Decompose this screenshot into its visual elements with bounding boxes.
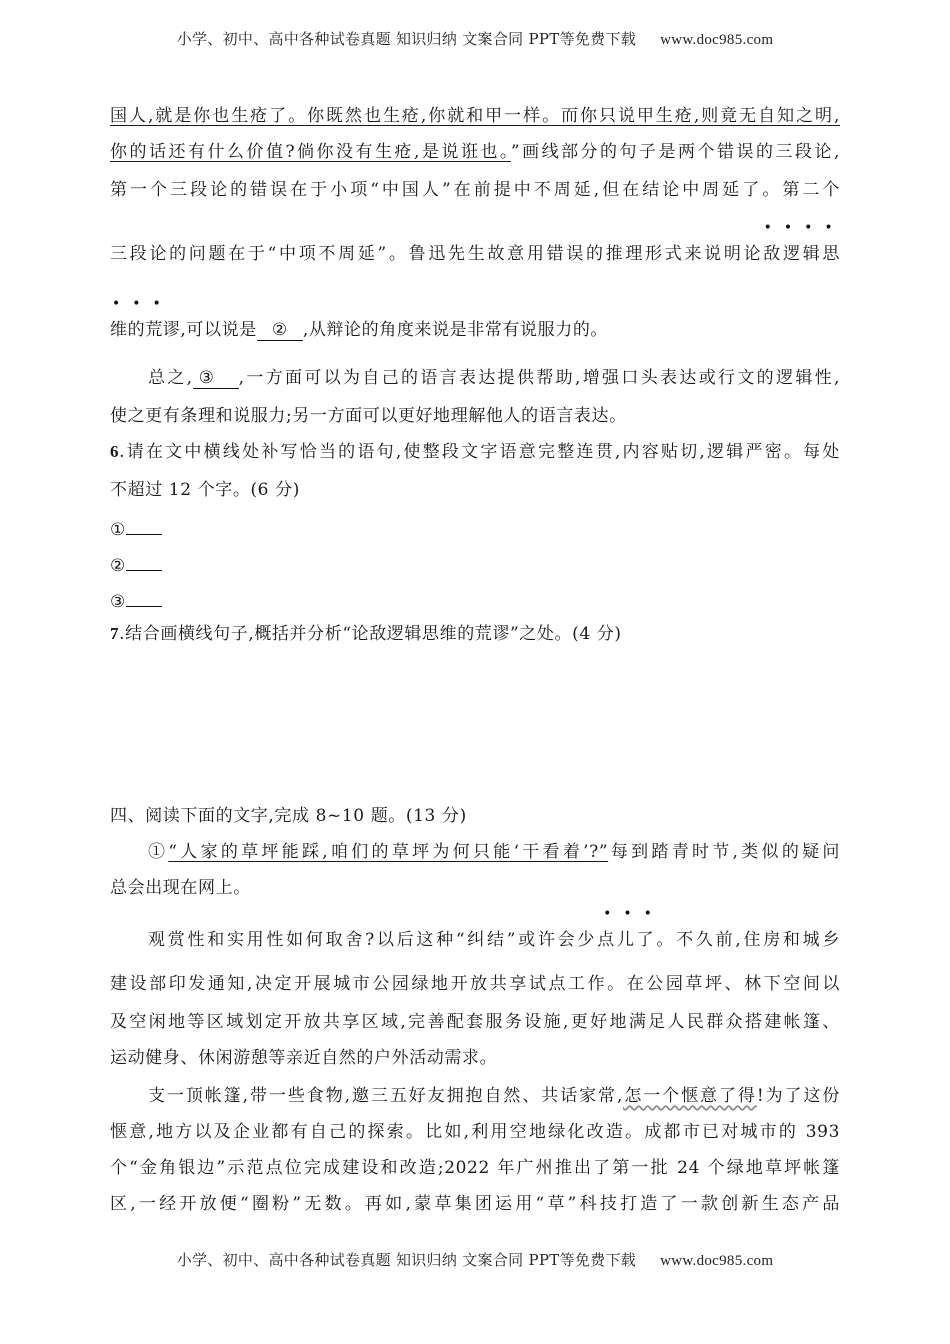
page-header [0, 28, 950, 49]
section4-para2-line4: 运动健身、休闲游憩等亲近自然的户外活动需求。 [110, 1048, 498, 1068]
section4-para2-line3: 及空闲地等区域划定开放共享区域,完善配套服务设施,更好地满足人民群众搭建帐篷、 [110, 1012, 840, 1032]
section4-para1-line1: ①“人家的草坪能踩,咱们的草坪为何只能‘干看着’?”每到踏青时节,类似的疑问 [148, 842, 840, 862]
answer-3[interactable]: ③ [110, 588, 840, 614]
underlined-quote: “人家的草坪能踩,咱们的草坪为何只能‘干看着’?” [168, 842, 609, 862]
section4-para3-line3: 个“金角银边”示范点位完成建设和改造;2022 年广州推出了第一批 24 个绿地草坪帐篷 [110, 1158, 840, 1178]
passage-line-7: 使之更有条理和说服力;另一方面可以更好地理解他人的语言表达。 [110, 406, 627, 426]
emphasis-dots-icon: ••• [603, 906, 664, 922]
section4-para2-line1: 观赏性和实用性如何取舍?以后这种“纠结”或许会少 ••• 点儿了。不久前,住房和城乡 [148, 928, 840, 952]
blank-2[interactable]: ② [257, 320, 303, 341]
section4-para1-line2: 总会出现在网上。 [110, 878, 251, 898]
footer-url[interactable]: www.doc985.com [660, 1253, 774, 1269]
answer-blank-1[interactable] [126, 516, 162, 535]
passage-line-4: 三段论的问题在于“中项不周延”。鲁迅先生故意用错误的推理形式来说明 •••• 论敌逻辑思 [110, 242, 840, 266]
answer-1[interactable]: ① [110, 516, 840, 542]
section4-para3-line1: 支一顶帐篷,带一些食物,邀三五好友拥抱自然、共话家常,怎一个惬意了得!为了这份 [148, 1086, 840, 1106]
section4-para2-line2: 建设部印发通知,决定开展城市公园绿地开放共享试点工作。在公园草坪、林下空间以 [110, 974, 840, 994]
question-6: 6.请在文中横线处补写恰当的语句,使整段文字语意完整连贯,内容贴切,逻辑严密。每处 [110, 442, 840, 462]
passage-line-6: 总之, ③ ,一方面可以为自己的语言表达提供帮助,增强口头表达或行文的逻辑性, [148, 368, 840, 388]
header-url[interactable]: www.doc985.com [660, 32, 774, 48]
passage-line-1: 国人,就是你也生疮了。你既然也生疮,你就和甲一样。而你只说甲生疮,则竟无自知之明, [110, 106, 840, 126]
passage-line-5: ••• 维的荒谬,可以说是 ② ,从辩论的角度来说是非常有说服力的。 [110, 318, 840, 342]
emphasis-dots-icon: ••• [112, 296, 173, 312]
section4-para3-line2: 惬意,地方以及企业都有自己的探索。比如,利用空地绿化改造。成都市已对城市的 393 [110, 1122, 840, 1142]
page-footer [0, 1249, 950, 1270]
emphasis-dotted-text-3: ••• 点儿了 [597, 930, 656, 950]
footer-text: 小学、初中、高中各种试卷真题 知识归纳 文案合同 PPT等免费下载 [176, 1251, 637, 1269]
answer-2[interactable]: ② [110, 552, 840, 578]
section-4-heading: 四、阅读下面的文字,完成 8~10 题。(13 分) [110, 806, 467, 826]
question-6-line-2: 不超过 12 个字。(6 分) [110, 480, 300, 500]
blank-3[interactable]: ③ [193, 368, 239, 389]
passage-line-2: 你的话还有什么价值?倘你没有生疮,是说诳也。”画线部分的句子是两个错误的三段论, [110, 142, 840, 162]
answer-blank-3[interactable] [126, 588, 162, 607]
underlined-sentence: 你的话还有什么价值?倘你没有生疮,是说诳也。 [110, 142, 511, 162]
passage-line-3: 第一个三段论的错误在于小项“中国人”在前提中不周延,但在结论中周延了。第二个 [110, 180, 840, 200]
answer-blank-2[interactable] [126, 552, 162, 571]
section4-para3-line4: 区,一经开放便“圈粉”无数。再如,蒙草集团运用“草”科技打造了一款创新生态产品 [110, 1194, 840, 1214]
question-7: 7.结合画横线句子,概括并分析“论敌逻辑思维的荒谬”之处。(4 分) [110, 624, 622, 644]
emphasis-dots-icon: •••• [763, 220, 845, 236]
header-text: 小学、初中、高中各种试卷真题 知识归纳 文案合同 PPT等免费下载 [176, 30, 637, 48]
wavy-underlined-text: 怎一个惬意了得 [622, 1086, 757, 1106]
emphasis-dotted-text-2: ••• 维的荒谬 [110, 320, 180, 340]
emphasis-dotted-text: •••• 论敌逻辑思 [744, 244, 840, 264]
